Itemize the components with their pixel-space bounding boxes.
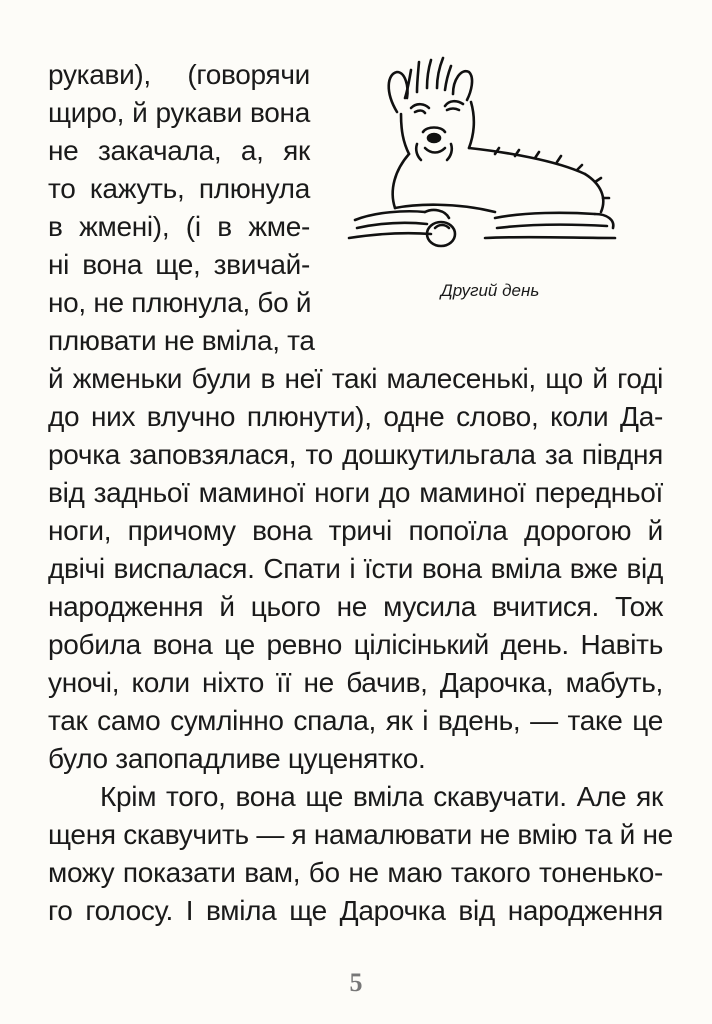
text-line: робила вона це ревно цілісінький день. Навіть xyxy=(48,629,663,660)
text-line: можу показати вам, бо не маю такого тоненько- xyxy=(48,857,663,888)
text-line: рукави), (говорячи xyxy=(48,59,310,90)
text-line: но, не плюнула, бо й xyxy=(48,287,312,318)
text-line: двічі виспалася. Спати і їсти вона вміла вже від xyxy=(48,553,663,584)
text-line: то кажуть, плюнула xyxy=(48,173,310,204)
text-line: уночі, коли ніхто її не бачив, Дарочка, мабуть, xyxy=(48,667,663,698)
text-line: від задньої маминої ноги до маминої передньої xyxy=(48,477,663,508)
text-line: до них влучно плюнути), одне слово, коли Да- xyxy=(48,401,663,432)
text-line: в жмені), (і в жме- xyxy=(48,211,310,242)
text-line: не закачала, а, як xyxy=(48,135,310,166)
text-line: було запопадливе цуценятко. xyxy=(48,743,426,774)
text-line: щиро, й рукави вона xyxy=(48,97,310,128)
text-line: й жменьки були в неї такі малесенькі, що й годі xyxy=(48,363,663,394)
text-line: щеня скавучить — я намалювати не вмію та й не xyxy=(48,819,673,850)
text-line: ноги, причому вона тричі попоїла дорогою й xyxy=(48,515,663,546)
text-line: так само сумлінно спала, як і вдень, — таке це xyxy=(48,705,663,736)
page-number: 5 xyxy=(349,968,363,997)
text-line: плювати не вміла, та xyxy=(48,325,315,356)
text-line: народження й цього не мусила вчитися. Тож xyxy=(48,591,663,622)
puppy-illustration xyxy=(345,52,635,257)
text-line: ні вона ще, звичай- xyxy=(48,249,310,280)
illustration-caption: Другий день xyxy=(440,281,540,300)
text-line: рочка заповзялася, то дошкутильгала за півдня xyxy=(48,439,663,470)
text-line: го голосу. І вміла ще Дарочка від народження xyxy=(48,895,663,926)
text-line: Крім того, вона ще вміла скавучати. Але як xyxy=(100,781,663,812)
